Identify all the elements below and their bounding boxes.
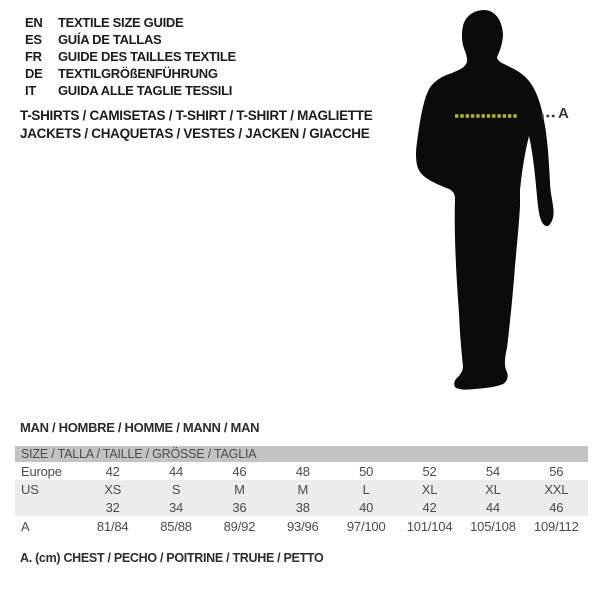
category-line-jackets: JACKETS / CHAQUETAS / VESTES / JACKEN / GIACCHE: [20, 126, 370, 141]
size-cell: 34: [169, 499, 184, 515]
language-label: TEXTILGRÖßENFÜHRUNG: [58, 66, 218, 81]
size-cell: 85/88: [160, 518, 192, 534]
man-silhouette-shape: [416, 10, 554, 390]
row-label: US: [21, 481, 39, 497]
language-code: ES: [25, 32, 42, 47]
language-row: [25, 31, 236, 48]
size-cell: 48: [295, 463, 310, 479]
size-cell: 46: [549, 499, 564, 515]
size-cell: S: [171, 481, 181, 497]
size-cell: L: [362, 481, 370, 497]
measure-label-a: A: [558, 105, 569, 122]
size-cell: 46: [232, 463, 247, 479]
table-row-alt-size: [15, 498, 588, 516]
language-row: [25, 48, 236, 65]
table-row-europe: [15, 462, 588, 480]
size-cell: 52: [422, 463, 437, 479]
language-code: IT: [25, 83, 36, 98]
garment-categories: [20, 107, 372, 143]
size-cell: 81/84: [96, 518, 129, 534]
size-cell: 36: [232, 499, 247, 515]
language-label: GUIDA ALLE TAGLIE TESSILI: [58, 83, 233, 98]
size-cell: 105/108: [470, 518, 516, 534]
size-cell: 101/104: [406, 518, 453, 534]
size-cell: 93/96: [287, 518, 319, 534]
language-label: GUIDE DES TAILLES TEXTILE: [58, 49, 236, 64]
size-cell: M: [297, 481, 309, 497]
size-cell: 97/100: [346, 518, 386, 534]
size-cell: XXL: [544, 481, 569, 497]
size-table-header: SIZE / TALLA / TAILLE / GRÖSSE / TAGLIA: [15, 446, 588, 462]
row-label: A: [21, 518, 30, 534]
footnote-chest-measure: A. (cm) CHEST / PECHO / POITRINE / TRUHE / PETTO: [20, 551, 324, 565]
size-cell: 42: [422, 499, 437, 515]
man-silhouette: [402, 8, 562, 390]
size-cell: XS: [104, 481, 122, 497]
size-cell: 50: [359, 463, 374, 479]
language-row: [25, 82, 236, 99]
size-cell: M: [234, 481, 245, 497]
size-cell: 89/92: [223, 518, 256, 534]
language-row: [25, 14, 236, 31]
language-label: GUÍA DE TALLAS: [58, 32, 162, 47]
language-label: TEXTILE SIZE GUIDE: [58, 15, 184, 30]
language-title-block: [25, 14, 236, 99]
size-cell: XL: [485, 481, 501, 497]
category-line-tshirts: T-SHIRTS / CAMISETAS / T-SHIRT / T-SHIRT / MAGLIETTE: [20, 108, 373, 123]
size-cell: 54: [485, 463, 500, 479]
table-row-chest-cm: [15, 516, 588, 536]
row-label: Europe: [21, 463, 62, 479]
size-cell: 40: [359, 499, 374, 515]
size-cell: XL: [421, 481, 438, 497]
size-cell: 109/112: [533, 518, 579, 534]
size-cell: 42: [105, 463, 120, 479]
size-table: [15, 446, 588, 536]
size-cell: 44: [169, 463, 184, 479]
language-code: EN: [25, 15, 43, 30]
language-code: FR: [25, 49, 42, 64]
language-code: DE: [25, 66, 43, 81]
size-cell: 38: [295, 499, 310, 515]
size-cell: 32: [105, 499, 120, 515]
size-cell: 44: [485, 499, 500, 515]
size-cell: 56: [549, 463, 564, 479]
table-row-us: [15, 480, 588, 498]
language-row: [25, 65, 236, 82]
section-title-man: MAN / HOMBRE / HOMME / MANN / MAN: [20, 420, 260, 435]
